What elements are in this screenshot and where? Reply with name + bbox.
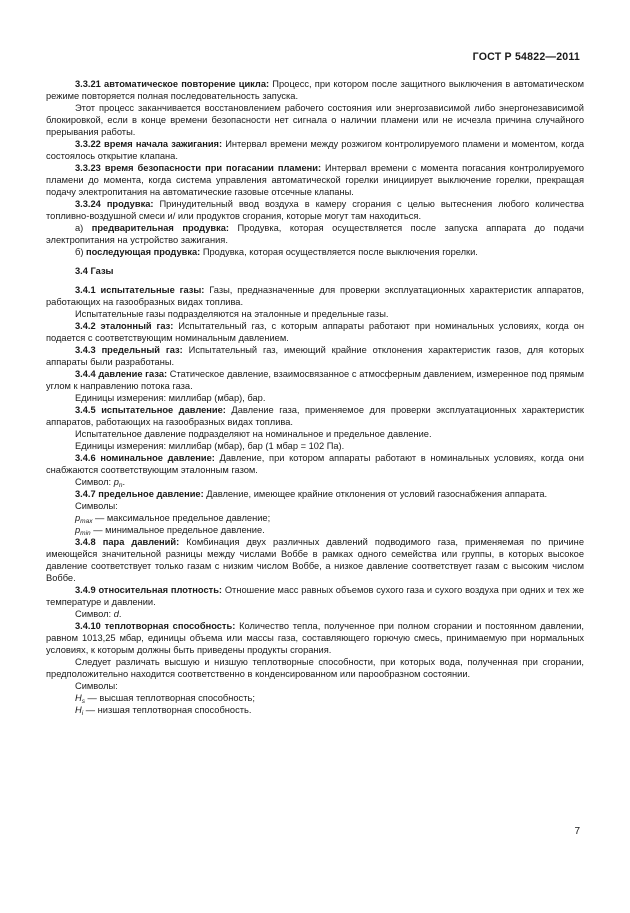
symbol-pmax: $p_{max}$ — максимальное предельное давление; xyxy=(75,513,271,525)
symbol-pn: Символ: $p_n$. xyxy=(75,477,126,489)
document-header: ГОСТ Р 54822—2011 xyxy=(472,51,580,63)
clause-text: Испытательные газы подразделяются на эталонные и предельные газы. xyxy=(75,309,389,319)
clause-purge-pre: а) предварительная продувка: Продувка, которая осуществляется после запуска аппарата до подачи электропитания на устройство зажигания. xyxy=(46,223,584,245)
clause-3-3-21: 3.3.21 автоматическое повторение цикла: Процесс, при котором после защитного выключения в автоматическом режиме повторяется полная последовательность запуска. xyxy=(46,79,584,101)
clause-3-3-23: 3.3.23 время безопасности при погасании пламени: Интервал времени с момента погасания контролируемого пламени до момента, когда система управления автоматической горелки инициирует выключение горелки, прекращая подачу электропитания на автоматические газовые отсечные клапаны. xyxy=(46,163,584,197)
page-number: 7 xyxy=(574,826,580,837)
symbols-label: Символы: xyxy=(75,681,118,691)
symbol-d: Символ: d. xyxy=(75,609,122,619)
clause-3-4-3: 3.4.3 предельный газ: Испытательный газ, имеющий крайние отклонения характеристик газов, для которых аппараты были разработаны. xyxy=(46,345,584,367)
clause-text: Единицы измерения: миллибар (мбар), бар (1 мбар = 102 Па). xyxy=(75,441,345,451)
clause-3-4-5: 3.4.5 испытательное давление: Давление газа, применяемое для проверки эксплуатационных характеристик аппаратов, работающих на газообразных видах топлива. xyxy=(46,405,584,427)
clause-3-4-1: 3.4.1 испытательные газы: Газы, предназначенные для проверки эксплуатационных характеристик аппаратов, работающих на газообразных видах топлива. xyxy=(46,285,584,307)
clause-3-4-9: 3.4.9 относительная плотность: Отношение масс равных объемов сухого газа и сухого воздуха при одних и тех же температуре и давлении. xyxy=(46,585,584,607)
clause-3-3-24: 3.3.24 продувка: Принудительный ввод воздуха в камеру сгорания с целью вытеснения любого количества топливно-воздушной смеси и/ или продуктов сгорания, которые могут там находиться. xyxy=(46,199,584,221)
section-title: 3.4 Газы xyxy=(75,266,114,276)
clause-3-4-2: 3.4.2 эталонный газ: Испытательный газ, с которым аппараты работают при номинальных условиях, когда он подается с соответствующим номинальным давлением. xyxy=(46,321,584,343)
clause-3-4-10: 3.4.10 теплотворная способность: Количество тепла, полученное при полном сгорании и постоянном давлении, равном 1013,25 мбар, единицы объема или массы газа, составляющего горючую смесь, принимаемую при нормальных условиях, к которым должны быть приведены продукты сгорания. xyxy=(46,621,584,655)
clause-3-3-22: 3.3.22 время начала зажигания: Интервал времени между розжигом контролируемого пламени и моментом, когда состоялось открытие клапана. xyxy=(46,139,584,161)
clause-text: Следует различать высшую и низшую теплотворные способности, при которых вода, полученная при сгорании, предположительно находится соответственно в конденсированном или парообразном состоянии. xyxy=(46,657,584,679)
clause-3-4-7: 3.4.7 предельное давление: Давление, имеющее крайние отклонения от условий газоснабжения аппарата. xyxy=(75,489,548,499)
clause-text: Этот процесс заканчивается восстановлением рабочего состояния или энергозависимой либо энергонезависимой блокировкой, если в конце времени безопасности нет сигнала о наличии пламени или не исчезла причина случайного прерывания работы. xyxy=(46,103,584,137)
symbols-label: Символы: xyxy=(75,501,118,511)
symbol-hi: $H_i$ — низшая теплотворная способность. xyxy=(75,705,252,717)
symbol-hs: $H_s$ — высшая теплотворная способность; xyxy=(75,693,255,705)
clause-text: Единицы измерения: миллибар (мбар), бар. xyxy=(75,393,266,403)
clause-text: Испытательное давление подразделяют на номинальное и предельное давление. xyxy=(75,429,432,439)
clause-purge-post: б) последующая продувка: Продувка, которая осуществляется после выключения горелки. xyxy=(75,247,478,257)
clause-3-4-4: 3.4.4 давление газа: Статическое давление, взаимосвязанное с атмосферным давлением, измеренное под прямым углом к направлению потока газа. xyxy=(46,369,585,391)
document-body xyxy=(46,78,584,716)
clause-3-4-6: 3.4.6 номинальное давление: Давление, при котором аппараты работают в номинальных условиях, когда они снабжаются соответствующим эталонным газом. xyxy=(46,453,584,475)
symbol-pmin: $p_{min}$ — минимальное предельное давление. xyxy=(75,525,265,537)
clause-3-4-8: 3.4.8 пара давлений: Комбинация двух различных давлений подводимого газа, применяемая по причине имеющейся значительной разницы между числами Воббе в рамках одного семейства или группы, в которых высокое давление соответствует только газам с низким числом Воббе, а низкое давление соответствует газам с высоким числом Воббе. xyxy=(46,537,584,583)
